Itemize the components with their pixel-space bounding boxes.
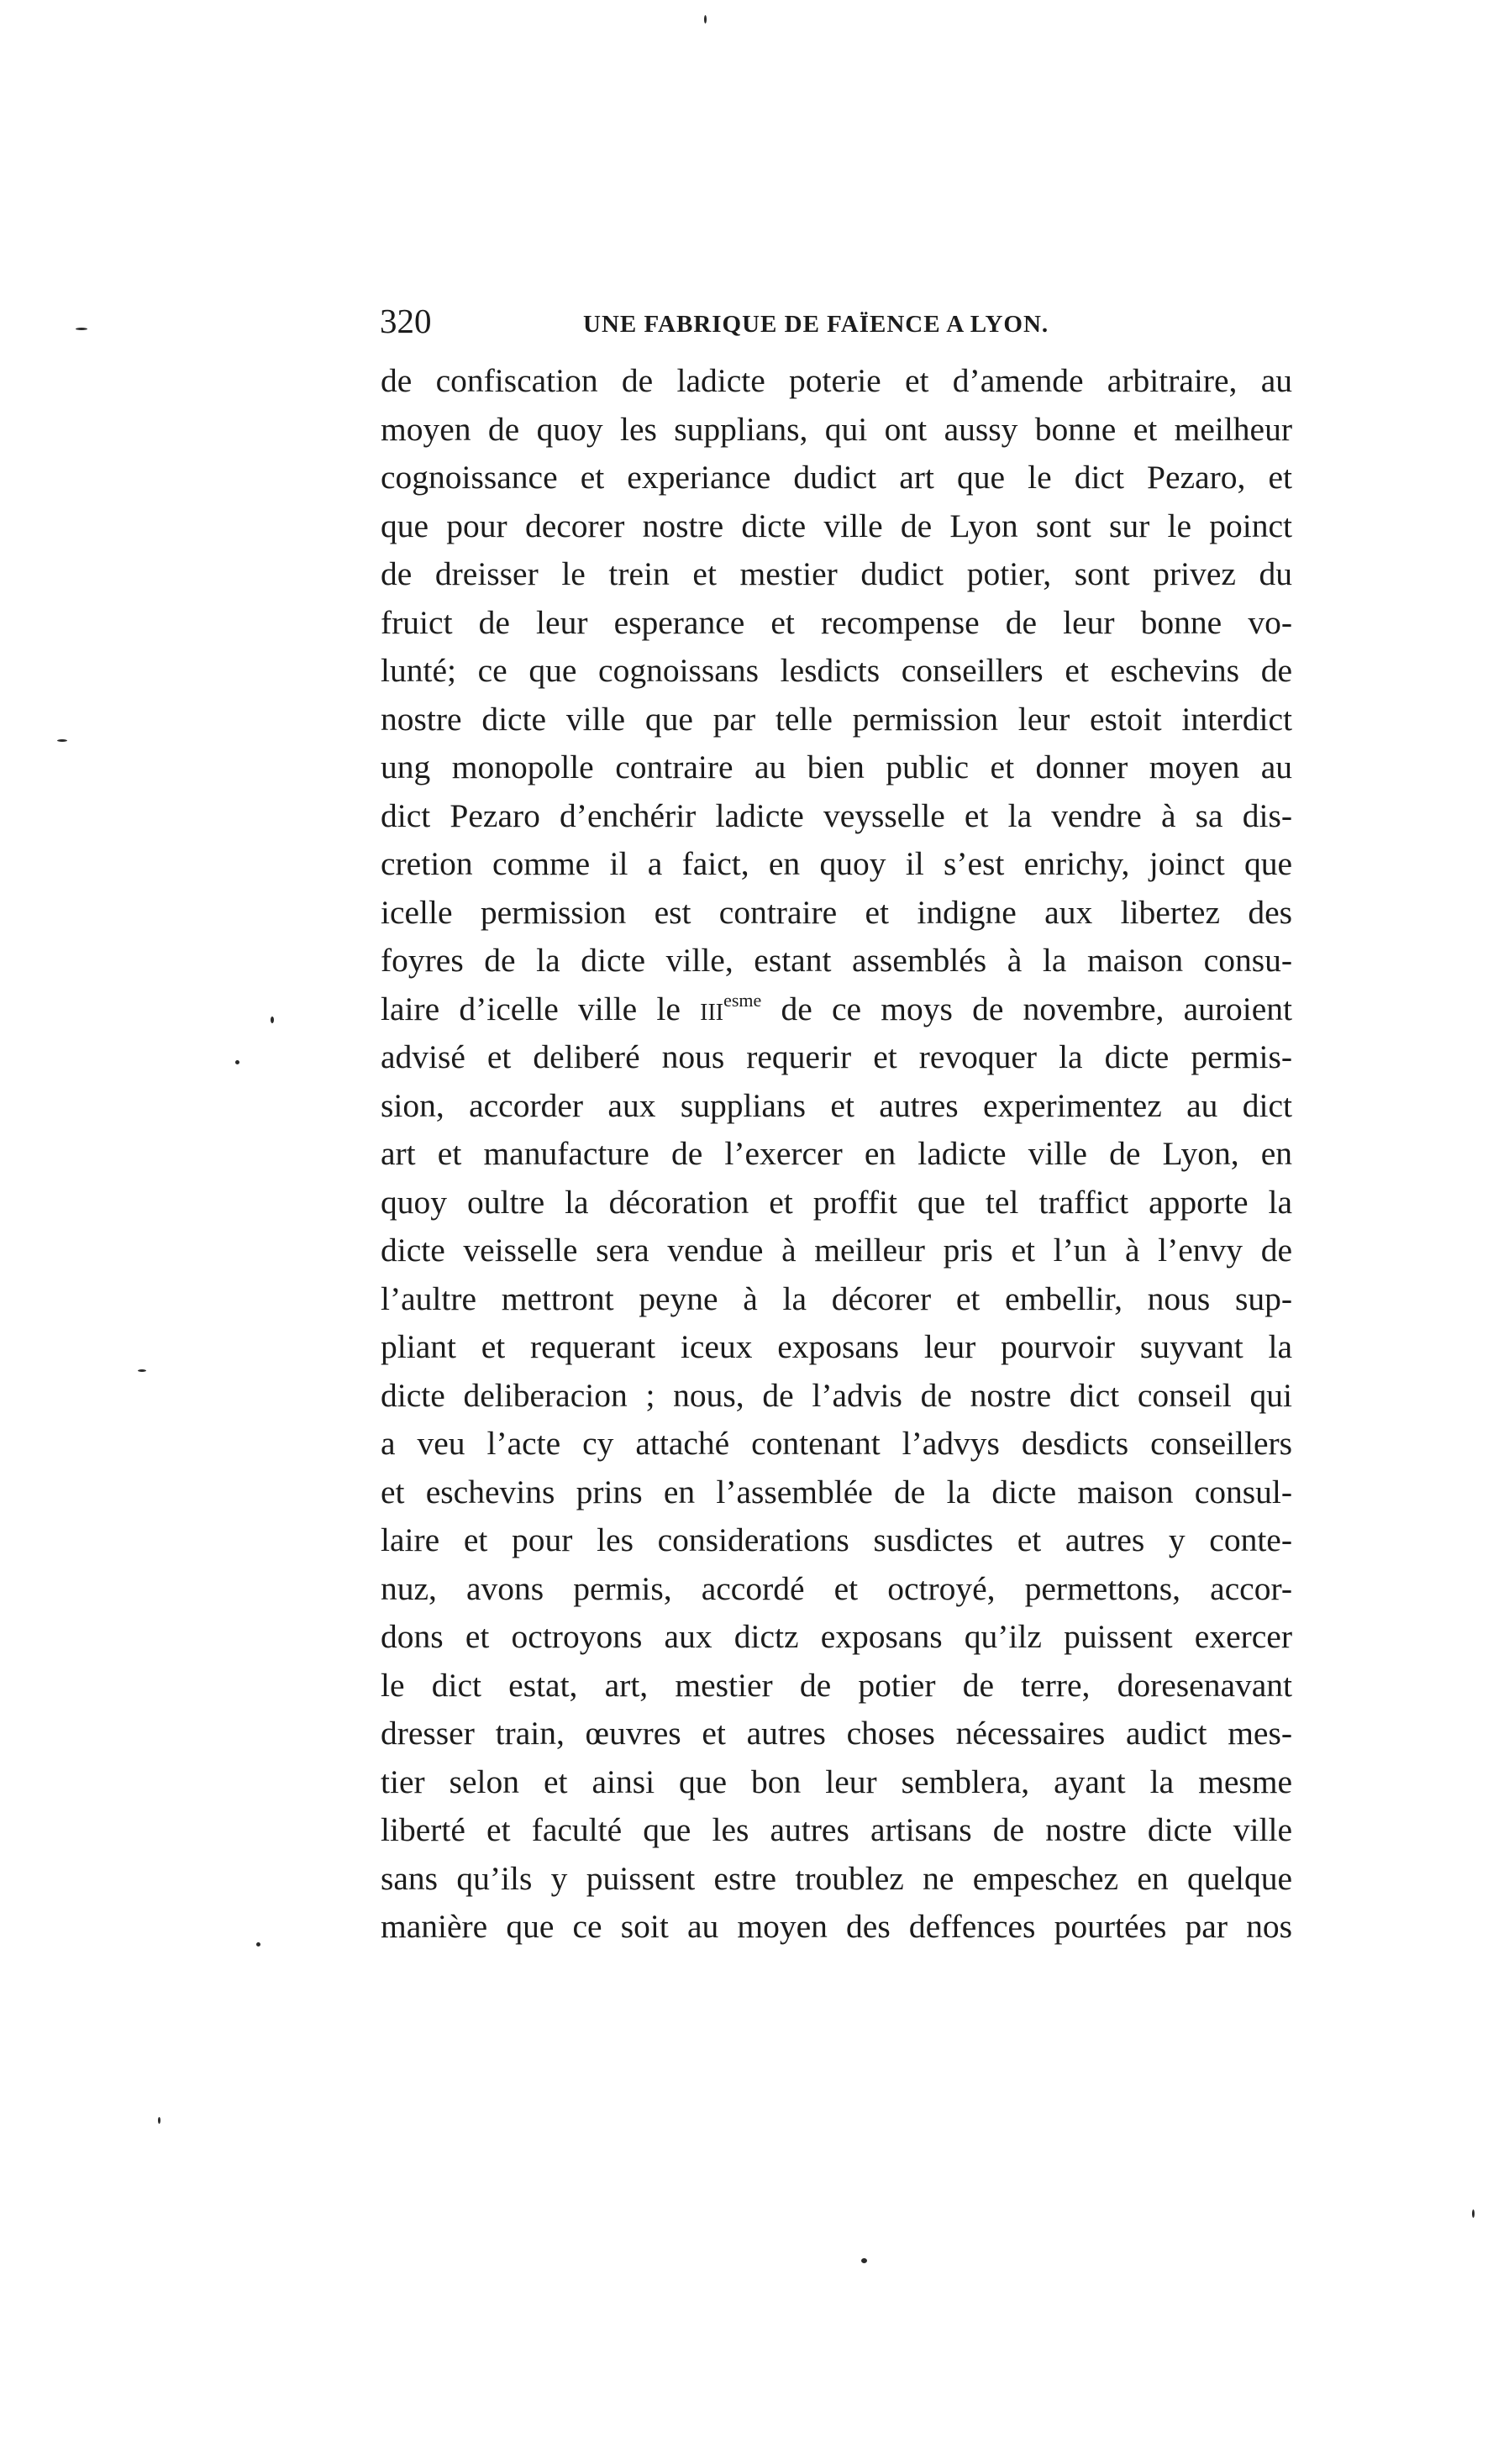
scan-speck — [256, 1942, 260, 1947]
scan-speck — [57, 739, 67, 742]
scan-speck — [158, 2117, 160, 2124]
page-number: 320 — [380, 302, 432, 340]
text-line: tier selon et ainsi que bon leur semblera, ayant la mesme — [381, 1763, 1292, 1800]
body-text — [381, 357, 1292, 1952]
scan-speck — [1472, 2209, 1475, 2218]
text-line: cretion comme il a faict, en quoy il s’est enrichy, joinct que — [381, 845, 1292, 882]
text-line: que pour decorer nostre dicte ville de Lyon sont sur le poinct — [381, 507, 1292, 544]
text-line: icelle permission est contraire et indigne aux libertez des — [381, 893, 1292, 931]
text-line: et eschevins prins en l’assemblée de la dicte maison consul- — [381, 1473, 1292, 1510]
text-line: le dict estat, art, mestier de potier de terre, doresenavant — [381, 1666, 1292, 1704]
running-title: UNE FABRIQUE DE FAÏENCE A LYON. — [583, 311, 1049, 338]
text-line: nostre dicte ville que par telle permission leur estoit interdict — [381, 700, 1292, 738]
text-line: de dreisser le trein et mestier dudict potier, sont privez du — [381, 555, 1292, 592]
text-line: lunté; ce que cognoissans lesdicts conseillers et eschevins de — [381, 652, 1292, 689]
text-line: quoy oultre la décoration et proffit que tel traffict apporte la — [381, 1183, 1292, 1221]
text-line-date — [381, 985, 1292, 1034]
text-line: laire et pour les considerations susdictes et autres y conte- — [381, 1521, 1292, 1558]
text-line: sans qu’ils y puissent estre troublez ne empeschez en quelque — [381, 1859, 1292, 1897]
text-line: de confiscation de ladicte poterie et d’amende arbitraire, au — [381, 362, 1292, 399]
text-line: ung monopolle contraire au bien public et donner moyen au — [381, 749, 1292, 785]
text-segment: de ce moys de novembre, auroient — [761, 990, 1292, 1027]
scan-speck — [704, 15, 707, 24]
text-line: dicte deliberacion ; nous, de l’advis de nostre dict conseil qui — [381, 1376, 1292, 1414]
text-line: advisé et deliberé nous requerir et revoquer la dicte permis- — [381, 1038, 1292, 1075]
text-line: a veu l’acte cy attaché contenant l’advys desdicts conseillers — [381, 1425, 1292, 1462]
text-line: art et manufacture de l’exercer en ladicte ville de Lyon, en — [381, 1135, 1292, 1172]
text-line: fruict de leur esperance et recompense de leur bonne vo- — [381, 603, 1292, 641]
text-line: pliant et requerant iceux exposans leur pourvoir suyvant la — [381, 1328, 1292, 1365]
scan-speck — [271, 1017, 274, 1023]
text-line: dict Pezaro d’enchérir ladicte veysselle et la vendre à sa dis- — [381, 796, 1292, 834]
scan-speck — [76, 328, 87, 330]
scan-speck — [138, 1369, 146, 1372]
ordinal-superscript: esme — [723, 989, 762, 1011]
text-line: l’aultre mettront peyne à la décorer et embellir, nous sup- — [381, 1279, 1292, 1317]
text-line: dons et octroyons aux dictz exposans qu’ilz puissent exercer — [381, 1618, 1292, 1655]
text-line: liberté et faculté que les autres artisans de nostre dicte ville — [381, 1811, 1292, 1848]
text-line: sion, accorder aux supplians et autres experimentez au dict — [381, 1086, 1292, 1124]
scan-speck — [861, 2258, 867, 2263]
text-line: moyen de quoy les supplians, qui ont aussy bonne et meilheur — [381, 410, 1292, 448]
scan-speck — [235, 1060, 239, 1064]
text-line: nuz, avons permis, accordé et octroyé, permettons, accor- — [381, 1569, 1292, 1607]
roman-numeral: iii — [700, 990, 724, 1027]
text-segment: laire d’icelle ville le — [381, 990, 701, 1027]
page-header — [380, 296, 1304, 346]
text-line: foyres de la dicte ville, estant assemblés à la maison consu- — [381, 942, 1292, 979]
text-line: dresser train, œuvres et autres choses nécessaires audict mes- — [381, 1715, 1292, 1752]
text-line: cognoissance et experiance dudict art que le dict Pezaro, et — [381, 459, 1292, 496]
text-line: manière que ce soit au moyen des deffences pourtées par nos — [381, 1908, 1292, 1945]
text-line: dicte veisselle sera vendue à meilleur pris et l’un à l’envy de — [381, 1232, 1292, 1269]
